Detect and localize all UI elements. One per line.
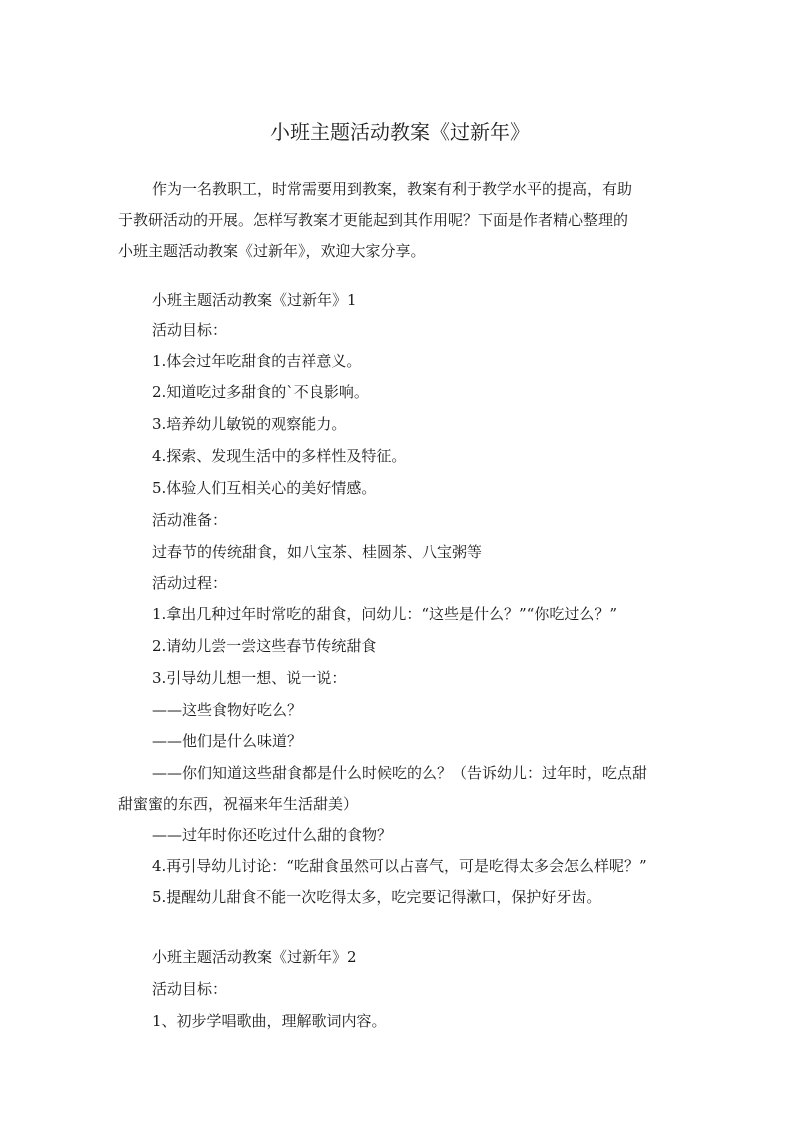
process-step: 3.引导幼儿想一想、说一说： (152, 669, 347, 687)
goal-item: 1.体会过年吃甜食的吉祥意义。 (152, 352, 362, 370)
document-title: 小班主题活动教案《过新年》 (270, 120, 530, 144)
process-question: ——他们是什么味道？ (152, 732, 303, 750)
goal-item: 1、初步学唱歌曲，理解歌词内容。 (152, 1012, 387, 1030)
prep-label: 活动准备： (152, 511, 228, 529)
process-question: 甜蜜蜜的东西，祝福来年生活甜美） (118, 795, 359, 813)
goals-label: 活动目标： (152, 980, 228, 998)
goals-label: 活动目标： (152, 321, 228, 339)
process-step: 4.再引导幼儿讨论：“吃甜食虽然可以占喜气，可是吃得太多会怎么样呢？” (152, 857, 647, 875)
prep-text: 过春节的传统甜食，如八宝茶、桂圆茶、八宝粥等 (152, 543, 483, 561)
intro-line: 作为一名教职工，时常需要用到教案，教案有利于教学水平的提高，有助 (152, 180, 633, 198)
process-label: 活动过程： (152, 574, 228, 592)
goal-item: 2.知道吃过多甜食的`不良影响。 (152, 383, 369, 401)
process-step: 2.请幼儿尝一尝这些春节传统甜食 (152, 637, 377, 655)
process-question: ——这些食物好吃么？ (152, 701, 303, 719)
process-question: ——过年时你还吃过什么甜的食物？ (152, 826, 393, 844)
section-heading: 小班主题活动教案《过新年》2 (152, 948, 357, 966)
goal-item: 4.探索、发现生活中的多样性及特征。 (152, 447, 407, 465)
goal-item: 5.体验人们互相关心的美好情感。 (152, 479, 377, 497)
section-heading: 小班主题活动教案《过新年》1 (152, 291, 357, 309)
goal-item: 3.培养幼儿敏锐的观察能力。 (152, 415, 347, 433)
intro-line: 小班主题活动教案《过新年》，欢迎大家分享。 (118, 242, 426, 260)
process-step: 1.拿出几种过年时常吃的甜食，问幼儿：“这些是什么？”“你吃过么？” (152, 605, 617, 623)
process-question: ——你们知道这些甜食都是什么时候吃的么？（告诉幼儿：过年时，吃点甜 (152, 764, 648, 782)
intro-line: 于教研活动的开展。怎样写教案才更能起到其作用呢？下面是作者精心整理的 (118, 211, 629, 229)
process-step: 5.提醒幼儿甜食不能一次吃得太多，吃完要记得漱口，保护好牙齿。 (152, 888, 602, 906)
